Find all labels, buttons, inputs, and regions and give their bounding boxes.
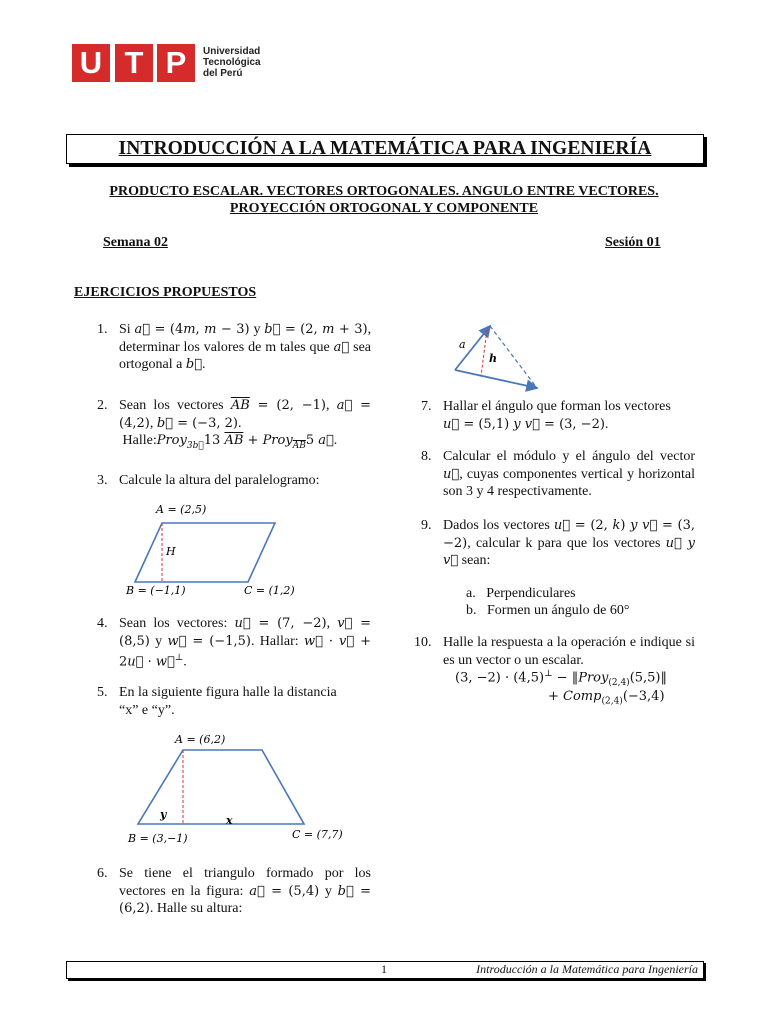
label-a: a [459,338,466,351]
exercise-10-formula-1: (3, −2) · (4,5)⊥ − ‖Proy$_{(2,4)}$(5,5)‖ [455,669,668,688]
parallelogram-shape [135,523,275,582]
exercise-10: Halle la respuesta a la operación e indique si es un vector o un escalar. [443,635,695,668]
exercise-9a: a. Perpendiculares [466,586,576,601]
title-box [66,134,704,164]
exercise-3-number: 3. [97,473,108,488]
label-a: A = (6,2) [175,733,226,746]
exercise-3: Calcule la altura del paralelogramo: [119,473,320,488]
logo-letter-u: U [72,44,110,82]
label-y: y [160,808,167,821]
page-number: 1 [381,962,387,976]
subtitle-line-1: PRODUCTO ESCALAR. VECTORES ORTOGONALES. ANGULO ENTRE VECTORES. [109,184,659,199]
label-h: h [489,352,497,365]
page-title: INTRODUCCIÓN A LA MATEMÁTICA PARA INGENIERÍA [118,138,652,159]
logo-line-1: Universidad [203,46,261,57]
exercise-8: Calcular el módulo y el ángulo del vector u⃗, cuyas componentes vertical y horizontal son 3 y 4 respectivamente. [443,449,695,499]
label-h: H [166,545,176,558]
label-x: x [226,814,233,827]
subtitle-line-2: PROYECCIÓN ORTOGONAL Y COMPONENTE [229,201,539,216]
exercise-1-number: 1. [97,322,108,337]
exercise-5-number: 5. [97,685,108,700]
exercise-10-formula-2: + Comp$_{(2,4)}$(−3,4) [548,689,665,707]
exercise-10-number: 10. [414,635,432,650]
exercise-9b: b. Formen un ángulo de 60° [466,603,630,618]
parallelogram-figure [120,500,350,600]
logo-university-name [203,46,261,79]
exercise-1: Si a⃗ = (4m, m − 3) y b⃗ = (2, m + 3), determinar los valores de m tales que a⃗ sea ortogonal a b⃗. [119,322,372,372]
exercise-9-number: 9. [421,518,432,533]
label-c: C = (1,2) [244,584,295,597]
trapezoid-figure [120,728,360,848]
triangle-figure [445,318,555,398]
exercise-4: Sean los vectores: u⃗ = (7, −2), v⃗ = (8,5) y w⃗ = (−1,5). Hallar: w⃗ · v⃗ + 2u⃗ · w⃗⊥. [119,616,372,670]
exercise-7-number: 7. [421,399,432,414]
label-b: B = (3,−1) [128,832,188,845]
logo-line-2: Tecnológica [203,57,261,68]
exercise-8-number: 8. [421,449,432,464]
section-title: EJERCICIOS PROPUESTOS [74,285,257,300]
label-c: C = (7,7) [292,828,343,841]
footer-title: Introducción a la Matemática para Ingeniería [476,962,698,976]
logo-line-3: del Perú [203,68,243,79]
exercise-6: Se tiene el triangulo formado por los vectores en la figura: a⃗ = (5,4) y b⃗ = (6,2). Halle su altura: [119,866,372,916]
exercise-5: En la siguiente figura halle la distancia “x” e “y”. [119,685,337,718]
session-label: Sesión 01 [605,235,661,250]
exercise-2-number: 2. [97,398,108,413]
logo-letter-p: P [157,44,195,82]
label-b: B = (−1,1) [126,584,186,597]
logo-letter-t: T [115,44,153,82]
exercise-9: Dados los vectores u⃗ = (2, k) y v⃗ = (3, −2), calcular k para que los vectores u⃗ y v⃗ sean: [443,518,695,568]
exercise-4-number: 4. [97,616,108,631]
exercise-7: Hallar el ángulo que forman los vectores u⃗ = (5,1) y v⃗ = (3, −2). [443,399,671,432]
week-label: Semana 02 [103,235,168,250]
exercise-6-number: 6. [97,866,108,881]
label-a: A = (2,5) [156,503,207,516]
exercise-2: Sean los vectores $\overline{AB} = (2$, −1), a⃗ = (4,2), b⃗ = (−3, 2). Halle:Proy$_{3b⃗}$13 $\overline{AB}$ + Proy$_{\overline{AB}}$5 a⃗. [119,398,371,451]
